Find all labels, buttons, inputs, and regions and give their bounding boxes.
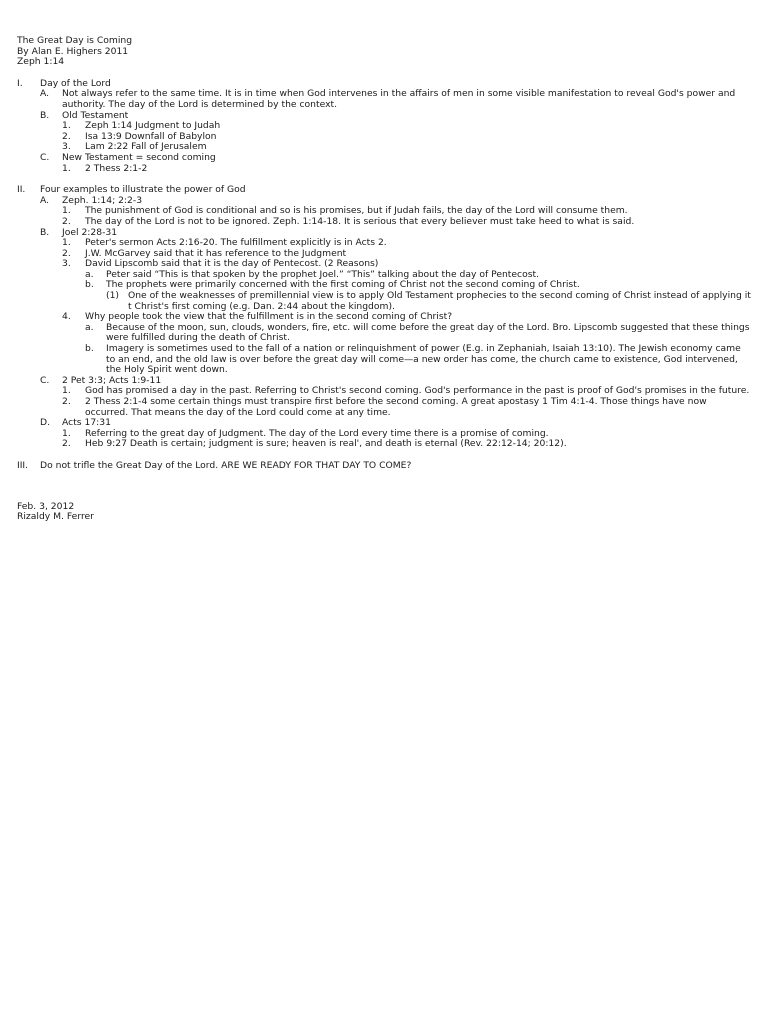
outline-subitem-text: Referring to the great day of Judgment. The day of the Lord every time there is a promise of coming. <box>85 427 549 439</box>
outline-subitem-text: Zeph 1:14 Judgment to Judah <box>85 120 221 132</box>
outline-subitem <box>17 397 752 418</box>
outline-point <box>17 323 752 344</box>
outline-point-text: The prophets were primarily concerned with the first coming of Christ not the second coming of Christ. <box>106 279 580 291</box>
document-reference: Zeph 1:14 <box>17 56 65 68</box>
outline-item-marker: A. <box>40 88 50 100</box>
outline-subitem-marker: 2. <box>62 130 71 142</box>
outline-point-text: Because of the moon, sun, clouds, wonders, fire, etc. will come before the great day of the Lord. Bro. Lipscomb suggested that these things were fulfilled during the death of Christ. <box>106 321 750 344</box>
outline-item-text: Old Testament <box>62 109 129 121</box>
outline-subitem-text: Lam 2:22 Fall of Jerusalem <box>85 141 207 153</box>
outline <box>17 79 752 472</box>
outline-subitem-marker: 2. <box>62 438 71 450</box>
document-author: By Alan E. Highers 2011 <box>17 45 129 57</box>
outline-subitem-text: 2 Thess 2:1-4 some certain things must transpire first before the second coming. A great apostasy 1 Tim 4:1-4. Those things have now occurred. That means the day of the Lord could come at any time. <box>85 396 707 418</box>
outline-subitem-text: Peter's sermon Acts 2:16-20. The fulfillment explicitly is in Acts 2. <box>85 237 387 249</box>
outline-subitem-text: God has promised a day in the past. Referring to Christ's second coming. God's performance in the past is proof of God's promises in the future. <box>85 385 750 397</box>
outline-section-marker: I. <box>17 77 23 89</box>
outline-section-marker: III. <box>17 459 29 471</box>
outline-item-text: Joel 2:28-31 <box>62 226 118 238</box>
outline-item-marker: B. <box>40 109 50 121</box>
outline-point-marker: a. <box>85 268 94 280</box>
outline-section-text: Do not trifle the Great Day of the Lord. ARE WE READY FOR THAT DAY TO COME? <box>40 459 412 471</box>
outline-subitem-marker: 2. <box>62 396 71 407</box>
outline-subitem-marker: 1. <box>62 427 71 439</box>
outline-section-text: Four examples to illustrate the power of God <box>40 184 246 196</box>
outline-item-marker: C. <box>40 151 50 163</box>
outline-section <box>17 461 752 472</box>
outline-subitem-text: The punishment of God is conditional and so is his promises, but if Judah fails, the day of the Lord will consume them. <box>85 205 628 217</box>
document-page <box>17 36 752 523</box>
outline-item-text: Not always refer to the same time. It is in time when God intervenes in the affairs of men in some visible manifestation to reveal God's power and authority. The day of the Lord is determined by the context. <box>62 88 736 110</box>
outline-item-marker: C. <box>40 374 50 386</box>
document-title: The Great Day is Coming <box>17 35 133 46</box>
outline-item-text: 2 Pet 3:3; Acts 1:9-11 <box>62 374 162 386</box>
outline-subitem-marker: 1. <box>62 120 71 132</box>
outline-subitem <box>17 439 752 450</box>
outline-item-marker: B. <box>40 226 50 238</box>
outline-subitem-marker: 3. <box>62 258 71 270</box>
outline-point-text: Peter said “This is that spoken by the prophet Joel.” “This” talking about the day of Pentecost. <box>106 268 540 280</box>
outline-item-marker: D. <box>40 417 50 429</box>
outline-section-block <box>17 79 752 174</box>
document-footer <box>17 502 752 523</box>
document-header <box>17 36 752 68</box>
outline-item-text: New Testament = second coming <box>62 151 216 163</box>
outline-subitem-text: 2 Thess 2:1-2 <box>85 162 148 174</box>
outline-item-text: Zeph. 1:14; 2:2-3 <box>62 194 143 206</box>
outline-note-text: One of the weaknesses of premillennial view is to apply Old Testament prophecies to the second coming of Christ instead of applying it t Christ's first coming (e.g. Dan. 2:44 about the kingdom). <box>128 290 751 312</box>
outline-point-marker: b. <box>85 343 94 355</box>
outline-subitem-text: Why people took the view that the fulfillment is in the second coming of Christ? <box>85 311 453 323</box>
outline-subitem-marker: 1. <box>62 385 71 397</box>
outline-section-block <box>17 185 752 450</box>
outline-item <box>17 89 752 110</box>
outline-subitem-marker: 1. <box>62 237 71 249</box>
outline-subitem-text: Isa 13:9 Downfall of Babylon <box>85 130 217 142</box>
outline-item-text: Acts 17:31 <box>62 417 111 429</box>
outline-subitem-marker: 1. <box>62 162 71 174</box>
outline-subitem <box>17 217 752 228</box>
outline-section-text: Day of the Lord <box>40 77 111 89</box>
footer-name: Rizaldy M. Ferrer <box>17 511 94 523</box>
outline-point <box>17 344 752 376</box>
outline-point-marker: b. <box>85 279 94 291</box>
outline-item-marker: A. <box>40 194 50 206</box>
outline-section-marker: II. <box>17 184 26 196</box>
outline-section-block <box>17 461 752 472</box>
outline-subitem-marker: 2. <box>62 215 71 227</box>
outline-note <box>17 291 752 312</box>
outline-point-marker: a. <box>85 321 94 333</box>
outline-item <box>17 153 752 164</box>
outline-note-marker: (1) <box>106 290 120 302</box>
outline-subitem-text: David Lipscomb said that it is the day of Pentecost. (2 Reasons) <box>85 258 379 270</box>
outline-subitem-text: Heb 9:27 Death is certain; judgment is sure; heaven is real', and death is eternal (Rev. 22:12-14; 20:12). <box>85 438 567 450</box>
outline-subitem-marker: 4. <box>62 311 71 323</box>
outline-subitem-marker: 3. <box>62 141 71 153</box>
outline-subitem <box>17 164 752 175</box>
outline-subitem-text: The day of the Lord is not to be ignored. Zeph. 1:14-18. It is serious that every believer must take heed to what is said. <box>85 215 635 227</box>
outline-subitem-marker: 2. <box>62 247 71 259</box>
footer-date: Feb. 3, 2012 <box>17 500 75 512</box>
outline-subitem-marker: 1. <box>62 205 71 217</box>
outline-point-text: Imagery is sometimes used to the fall of a nation or relinquishment of power (E.g. in Zephaniah, Isaiah 13:10). The Jewish economy came to an end, and the old law is over before the great day will come—a new order has come, the church came to existence, God intervened, the Holy Spirit went down. <box>106 343 741 376</box>
outline-subitem-text: J.W. McGarvey said that it has reference to the Judgment <box>85 247 347 259</box>
